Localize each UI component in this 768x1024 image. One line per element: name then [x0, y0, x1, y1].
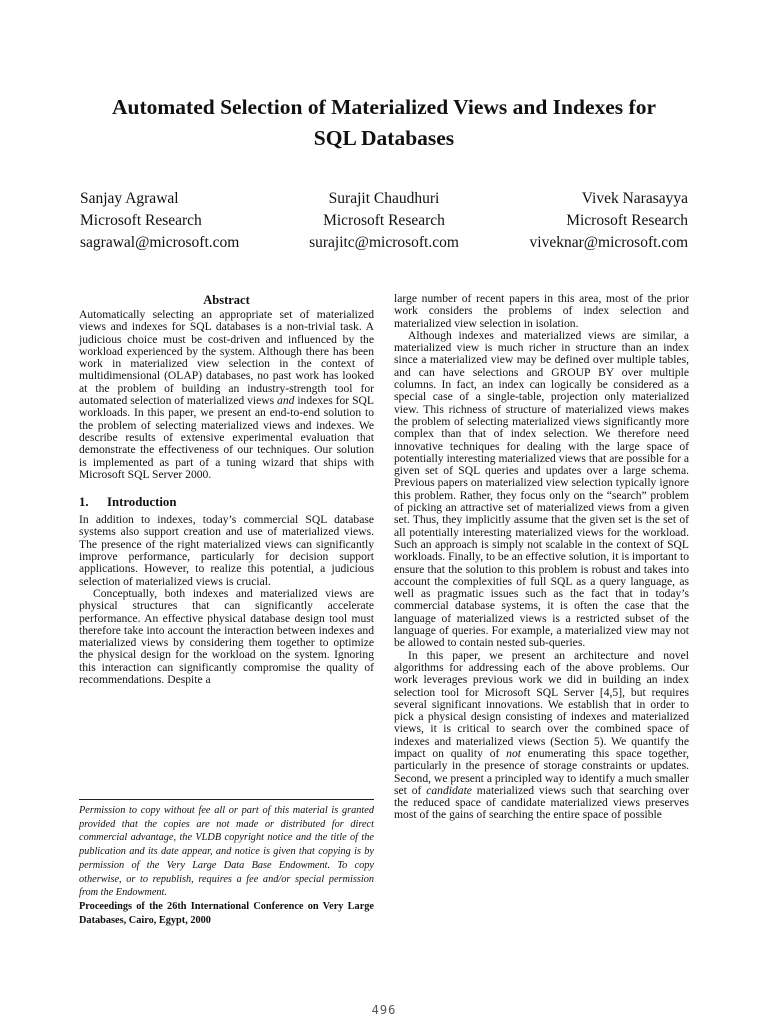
paper-title-line-2: SQL Databases — [313, 126, 455, 150]
section-number: 1. — [79, 495, 89, 510]
paper-title-line-1: Automated Selection of Materialized Views and Indexes for — [112, 95, 656, 119]
author-affiliation: Microsoft Research — [566, 212, 688, 229]
emphasis-candidate: candidate — [426, 783, 472, 797]
author-block-3 — [530, 188, 688, 254]
author-email: viveknar@microsoft.com — [529, 234, 688, 251]
author-name: Surajit Chaudhuri — [328, 190, 440, 207]
permission-notice: Permission to copy without fee all or part of this material is granted provided that the copies are not made or distributed for direct commercial advantage, the VLDB copyright notice and the title of the publication and its date appear, and notice is given that copying is by permission of the Very Large Data Base Endowment. To copy otherwise, or to republish, requires a fee and/or special permission from the Endowment. — [79, 805, 374, 899]
abstract-text-part-1: Automatically selecting an appropriate set of materialized views and indexes for SQL databases is a non-trivial task. A judicious choice must be cost-driven and influenced by the workload experienced by the system. Although there has been work in materialized view selection in the context of multidimensional (OLAP) databases, no past work has looked at the problem of building an industry-strength tool for automated selection of materialized views — [79, 308, 374, 408]
section-heading-introduction — [79, 495, 374, 510]
author-email: sagrawal@microsoft.com — [80, 234, 240, 251]
paper-title — [60, 92, 708, 154]
section-title: Introduction — [107, 495, 177, 510]
page-number: 496 — [371, 1003, 397, 1017]
author-affiliation: Microsoft Research — [323, 212, 445, 229]
right-paragraph-3 — [394, 650, 689, 822]
author-email: surajitc@microsoft.com — [309, 234, 459, 251]
intro-paragraph-1: In addition to indexes, today’s commercial SQL database systems also support creation and use of materialized views. The presence of the right materialized views can significantly improve performance, particularly for decision support applications. However, to realize this potential, a judicious selection of materialized views is crucial. — [79, 513, 374, 588]
right-paragraph-3-part-a: In this paper, we present an architecture and novel algorithms for addressing each of the above problems. Our work leverages previous work we did in building an index selection tool for Microsoft SQL Server [4,5], but requires several significant innovations. We establish that in order to pick a physical design consisting of indexes and materialized views, it is critical to search over the combined space of indexes and materialized views (Section 5). We quantify the impact on quality of — [394, 648, 689, 760]
proceedings-notice: Proceedings of the 26th International Conference on Very Large Databases, Cairo, Egypt, 2000 — [79, 900, 374, 926]
author-affiliation: Microsoft Research — [80, 212, 202, 229]
right-paragraph-3-part-c: materialized views such that searching over the reduced space of candidate materialized views preserves most of the gains of searching the entire space of possible — [394, 783, 690, 822]
right-paragraph-1: large number of recent papers in this area, most of the prior work considers the problems of index selection and materialized view selection in isolation. — [394, 292, 689, 330]
right-column — [394, 293, 689, 822]
abstract-text — [79, 309, 374, 481]
author-name: Vivek Narasayya — [581, 190, 688, 207]
abstract-text-part-2: indexes for SQL workloads. In this paper, we present an end-to-end solution to the problem of selecting materialized views and indexes. We describe results of extensive experimental evaluation that demonstrate the effectiveness of our techniques. Our solution is implemented as part of a tuning wizard that ships with Microsoft SQL Server 2000. — [79, 394, 374, 481]
author-block-2 — [260, 188, 508, 254]
left-column — [79, 293, 374, 686]
abstract-emphasis-and: and — [277, 394, 295, 408]
intro-paragraph-2: Conceptually, both indexes and materialized views are physical structures that can significantly accelerate performance. An effective physical database design tool must therefore take into account the interaction between indexes and materialized views by considering them together to optimize the physical design for the workload on the system. Ignoring this interaction can significantly compromise the quality of recommendations. Despite a — [79, 586, 374, 687]
copyright-footnote — [79, 799, 374, 927]
emphasis-not: not — [506, 746, 521, 760]
right-paragraph-2: Although indexes and materialized views are similar, a materialized view is much richer in structure than an index since a materialized view may be defined over multiple tables, and can have selections and GROUP BY over multiple columns. In fact, an index can logically be considered as a special case of a single-table, projection only materialized view. This richness of structure of materialized views makes the problem of selecting materialized views significantly more complex than that of index selection. We therefore need innovative techniques for dealing with the large space of potentially interesting materialized views that are possible for a given set of SQL queries and updates over a large schema. Previous papers on materialized view selection typically ignore this problem. Rather, they focus only on the “search” problem of picking an attractive set of materialized views from a given set. Thus, they implicitly assume that the given set is the set of all potentially interesting materialized views for the workload. Such an approach is simply not scalable in the context of SQL workloads. Finally, to be an effective solution, it is important to ensure that the solution to this problem is robust and takes into account the complexities of full SQL as a query language, as well as pragmatic issues such as the fact that in today’s commercial database systems, it is often the case that the language of materialized views is a restricted subset of the language of queries. For example, a materialized view may not be allowed to contain nested sub-queries. — [394, 328, 689, 650]
abstract-heading: Abstract — [203, 293, 250, 307]
author-block-1 — [80, 188, 239, 254]
right-paragraph-3-part-b: enumerating this space together, particularly in the presence of storage constraints or updates. Second, we present a principled way to identify a much smaller set of — [394, 746, 689, 797]
author-name: Sanjay Agrawal — [80, 190, 179, 207]
